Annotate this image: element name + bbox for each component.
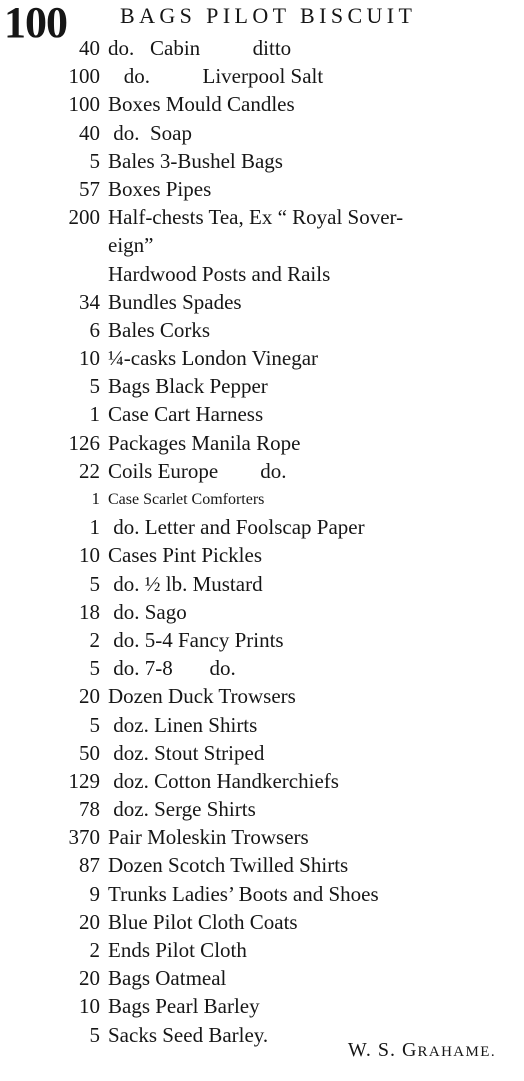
list-item <box>0 457 524 485</box>
item-description: Case Cart Harness <box>108 402 264 427</box>
item-description: Sacks Seed Barley. <box>108 1022 269 1047</box>
signature-rest: RAHAME. <box>417 1044 496 1060</box>
item-description: Coils Europe do. <box>108 458 287 483</box>
item-quantity: 126 <box>68 430 100 455</box>
list-item <box>0 62 524 90</box>
item-description: Blue Pilot Cloth Coats <box>108 909 298 934</box>
item-list <box>0 34 524 1049</box>
item-quantity: 40 <box>79 120 100 145</box>
signature-initials: W. S. G <box>347 1039 418 1061</box>
item-quantity: 5 <box>89 1022 100 1047</box>
item-quantity: 2 <box>89 627 100 652</box>
list-item <box>0 175 524 203</box>
headline-number: 100 <box>4 0 67 47</box>
item-description: Bundles Spades <box>108 289 242 314</box>
item-quantity: 1 <box>91 489 100 508</box>
item-quantity: 87 <box>79 853 100 878</box>
item-description: do. ½ lb. Mustard <box>108 571 263 596</box>
item-description: Cases Pint Pickles <box>108 543 263 568</box>
headline-text: BAGS PILOT BISCUIT <box>120 3 417 28</box>
list-item <box>0 231 524 259</box>
list-item <box>0 992 524 1020</box>
item-description: do. Sago <box>108 599 187 624</box>
item-quantity: 9 <box>89 881 100 906</box>
signature <box>0 1036 496 1066</box>
item-description: Boxes Pipes <box>108 176 212 201</box>
list-item <box>0 429 524 457</box>
item-description: Hardwood Posts and Rails <box>108 261 331 286</box>
list-item <box>0 90 524 118</box>
list-item <box>0 513 524 541</box>
item-quantity: 78 <box>79 797 100 822</box>
item-quantity: 100 <box>68 64 100 89</box>
item-quantity: 5 <box>89 148 100 173</box>
item-description: Bags Black Pepper <box>108 374 268 399</box>
list-item <box>0 485 524 513</box>
item-quantity: 20 <box>79 909 100 934</box>
item-quantity: 1 <box>89 515 100 540</box>
list-item <box>0 344 524 372</box>
list-item <box>0 34 524 62</box>
list-item <box>0 795 524 823</box>
list-item <box>0 682 524 710</box>
item-description: Ends Pilot Cloth <box>108 938 247 962</box>
item-description: do. 7-8 do. <box>108 656 236 681</box>
item-description: do. Soap <box>108 120 192 145</box>
item-description: Bales Corks <box>108 317 211 342</box>
item-description: ¼-casks London Vinegar <box>108 346 319 371</box>
item-quantity: 34 <box>79 289 100 314</box>
item-description: do. Cabin ditto <box>108 36 292 60</box>
item-quantity: 57 <box>79 176 100 201</box>
list-item <box>0 119 524 147</box>
list-item <box>0 739 524 767</box>
list-item <box>0 964 524 992</box>
item-quantity: 20 <box>79 684 100 709</box>
list-item <box>0 851 524 879</box>
list-item <box>0 288 524 316</box>
item-description: doz. Stout Striped <box>108 740 265 765</box>
item-quantity: 5 <box>89 571 100 596</box>
item-quantity: 1 <box>89 402 100 427</box>
item-description: doz. Cotton Handkerchiefs <box>108 768 339 793</box>
item-quantity: 22 <box>79 458 100 483</box>
list-item <box>0 316 524 344</box>
list-item <box>0 260 524 288</box>
item-description: doz. Linen Shirts <box>108 712 258 737</box>
item-quantity: 10 <box>79 346 100 371</box>
item-description: Dozen Scotch Twilled Shirts <box>108 853 349 878</box>
item-description: Bags Pearl Barley <box>108 994 260 1019</box>
item-quantity: 50 <box>79 740 100 765</box>
list-item <box>0 147 524 175</box>
item-description: eign” <box>108 233 154 258</box>
list-item <box>0 372 524 400</box>
list-item <box>0 598 524 626</box>
list-item <box>0 711 524 739</box>
item-quantity: 5 <box>89 656 100 681</box>
item-description: Trunks Ladies’ Boots and Shoes <box>108 881 379 906</box>
list-item <box>0 908 524 936</box>
item-description: Bags Oatmeal <box>108 966 227 991</box>
item-quantity: 5 <box>89 374 100 399</box>
item-quantity: 5 <box>89 712 100 737</box>
list-item <box>0 767 524 795</box>
list-item <box>0 203 524 231</box>
list-item <box>0 541 524 569</box>
item-description: do. 5-4 Fancy Prints <box>108 627 284 652</box>
item-quantity: 20 <box>79 966 100 991</box>
item-quantity: 129 <box>68 768 100 793</box>
item-description: Dozen Duck Trowsers <box>108 684 296 709</box>
item-quantity: 370 <box>68 825 100 850</box>
item-description: do. Liverpool Salt <box>108 64 324 89</box>
item-quantity: 10 <box>79 543 100 568</box>
item-quantity: 100 <box>68 92 100 117</box>
item-quantity: 200 <box>68 205 100 230</box>
item-description: Half-chests Tea, Ex “ Royal Sover- <box>108 205 404 230</box>
item-description: Packages Manila Rope <box>108 430 301 455</box>
item-quantity: 40 <box>79 36 100 60</box>
list-item <box>0 654 524 682</box>
item-description: do. Letter and Foolscap Paper <box>108 515 365 540</box>
item-description: Boxes Mould Candles <box>108 92 295 117</box>
list-item <box>0 400 524 428</box>
list-item <box>0 626 524 654</box>
item-description: Case Scarlet Comforters <box>108 491 265 508</box>
item-quantity: 18 <box>79 599 100 624</box>
item-description: doz. Serge Shirts <box>108 797 256 822</box>
list-item <box>0 880 524 908</box>
item-quantity: 10 <box>79 994 100 1019</box>
item-description: Pair Moleskin Trowsers <box>108 825 309 850</box>
list-item <box>0 570 524 598</box>
list-item <box>0 936 524 964</box>
item-quantity: 6 <box>89 317 100 342</box>
item-description: Bales 3-Bushel Bags <box>108 148 283 173</box>
item-quantity: 2 <box>89 938 100 962</box>
list-item <box>0 823 524 851</box>
